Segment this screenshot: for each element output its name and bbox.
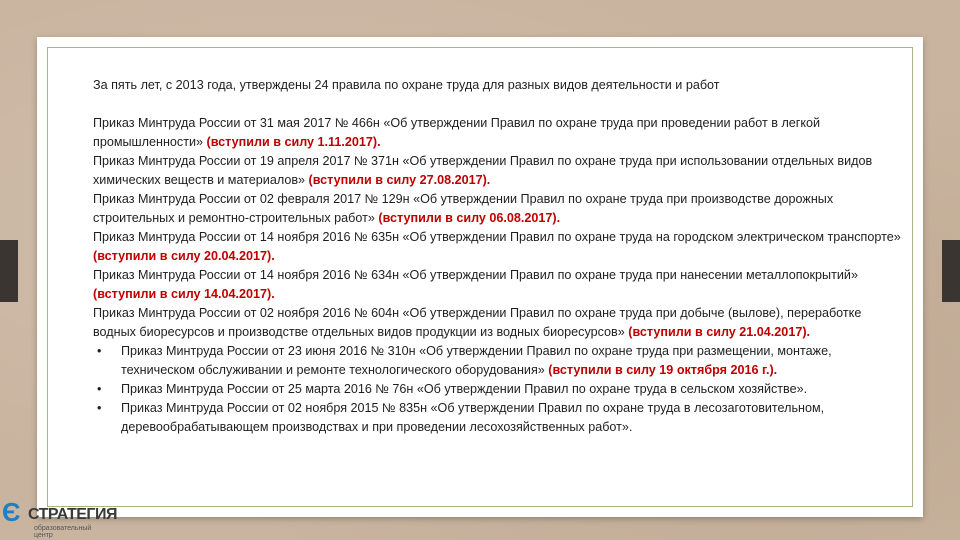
order-item [93, 266, 903, 304]
order-tail: . [271, 249, 275, 263]
order-status: (вступили в силу 06.08.2017) [378, 211, 557, 225]
bullet-item [93, 399, 903, 437]
bullet-tail: . [773, 363, 778, 377]
order-text: Приказ Минтруда России от 14 ноября 2016 № 634н «Об утверждении Правил по охране труда при нанесении металлопокрытий» [93, 268, 858, 282]
bullet-marker: • [97, 382, 102, 396]
bullet-status: (вступили в силу 19 октября 2016 г.) [548, 363, 774, 377]
order-status: (вступили в силу 1.11.2017) [206, 135, 378, 149]
bullet-text: Приказ Минтруда России от 25 марта 2016 № 76н «Об утверждении Правил по охране труда в сельском хозяйстве». [121, 382, 808, 396]
logo-mark-icon: Є [2, 497, 20, 527]
bullet-item [93, 380, 903, 399]
order-tail: . [556, 211, 561, 225]
order-item [93, 152, 903, 190]
order-text: Приказ Минтруда России от 19 апреля 2017 № 371н «Об утверждении Правил по охране труда при использовании отдельных видов химических веществ и материалов» [93, 154, 873, 187]
order-text: Приказ Минтруда России от 02 февраля 2017 № 129н «Об утверждении Правил по охране труда при производстве дорожных строительных и ремонтно-строительных работ» [93, 192, 834, 225]
order-text: Приказ Минтруда России от 31 мая 2017 № 466н «Об утверждении Правил по охране труда при проведении работ в легкой промышленности» [93, 116, 821, 149]
order-text: Приказ Минтруда России от 14 ноября 2016 № 635н «Об утверждении Правил по охране труда на городском электрическом транспорте» [93, 230, 901, 244]
bullet-marker: • [97, 344, 102, 358]
order-status: (вступили в силу 27.08.2017) [308, 173, 487, 187]
order-item [93, 228, 903, 266]
slide-content [93, 76, 903, 437]
bullet-text: Приказ Минтруда России от 23 июня 2016 № 310н «Об утверждении Правил по охране труда при размещении, монтаже, техническом обслуживании и ремонте технологического оборудования» [121, 344, 832, 377]
orders-list [93, 114, 903, 342]
order-text: Приказ Минтруда России от 02 ноября 2016 № 604н «Об утверждении Правил по охране труда при добыче (вылове), переработке водных биоресурсов и производстве отдельных видов продукции из водных биоресурсов» [93, 306, 862, 339]
bullet-list [93, 342, 903, 437]
right-edge-tab [942, 240, 960, 302]
order-tail: . [806, 325, 811, 339]
logo-subtitle: образовательный центр [34, 525, 92, 539]
order-tail: . [271, 287, 275, 301]
slide-heading: За пять лет, с 2013 года, утверждены 24 правила по охране труда для разных видов деятельности и работ [93, 78, 720, 92]
slide-card [37, 37, 923, 517]
order-item [93, 304, 903, 342]
bullet-item [93, 342, 903, 380]
order-item [93, 190, 903, 228]
order-item [93, 114, 903, 152]
left-edge-tab [0, 240, 18, 302]
logo-name: СТРАТЕГИЯ [28, 506, 117, 523]
order-tail: . [377, 135, 381, 149]
order-status: (вступили в силу 21.04.2017) [628, 325, 807, 339]
order-status: (вступили в силу 14.04.2017) [93, 287, 272, 301]
order-status: (вступили в силу 20.04.2017) [93, 249, 272, 263]
bullet-text: Приказ Минтруда России от 02 ноября 2015 № 835н «Об утверждении Правил по охране труда в лесозаготовительном, деревообрабатывающем производствах и при проведении лесохозяйственных работ». [121, 401, 825, 434]
strategy-logo [2, 497, 117, 539]
bullet-marker: • [97, 401, 102, 415]
order-tail: . [486, 173, 491, 187]
